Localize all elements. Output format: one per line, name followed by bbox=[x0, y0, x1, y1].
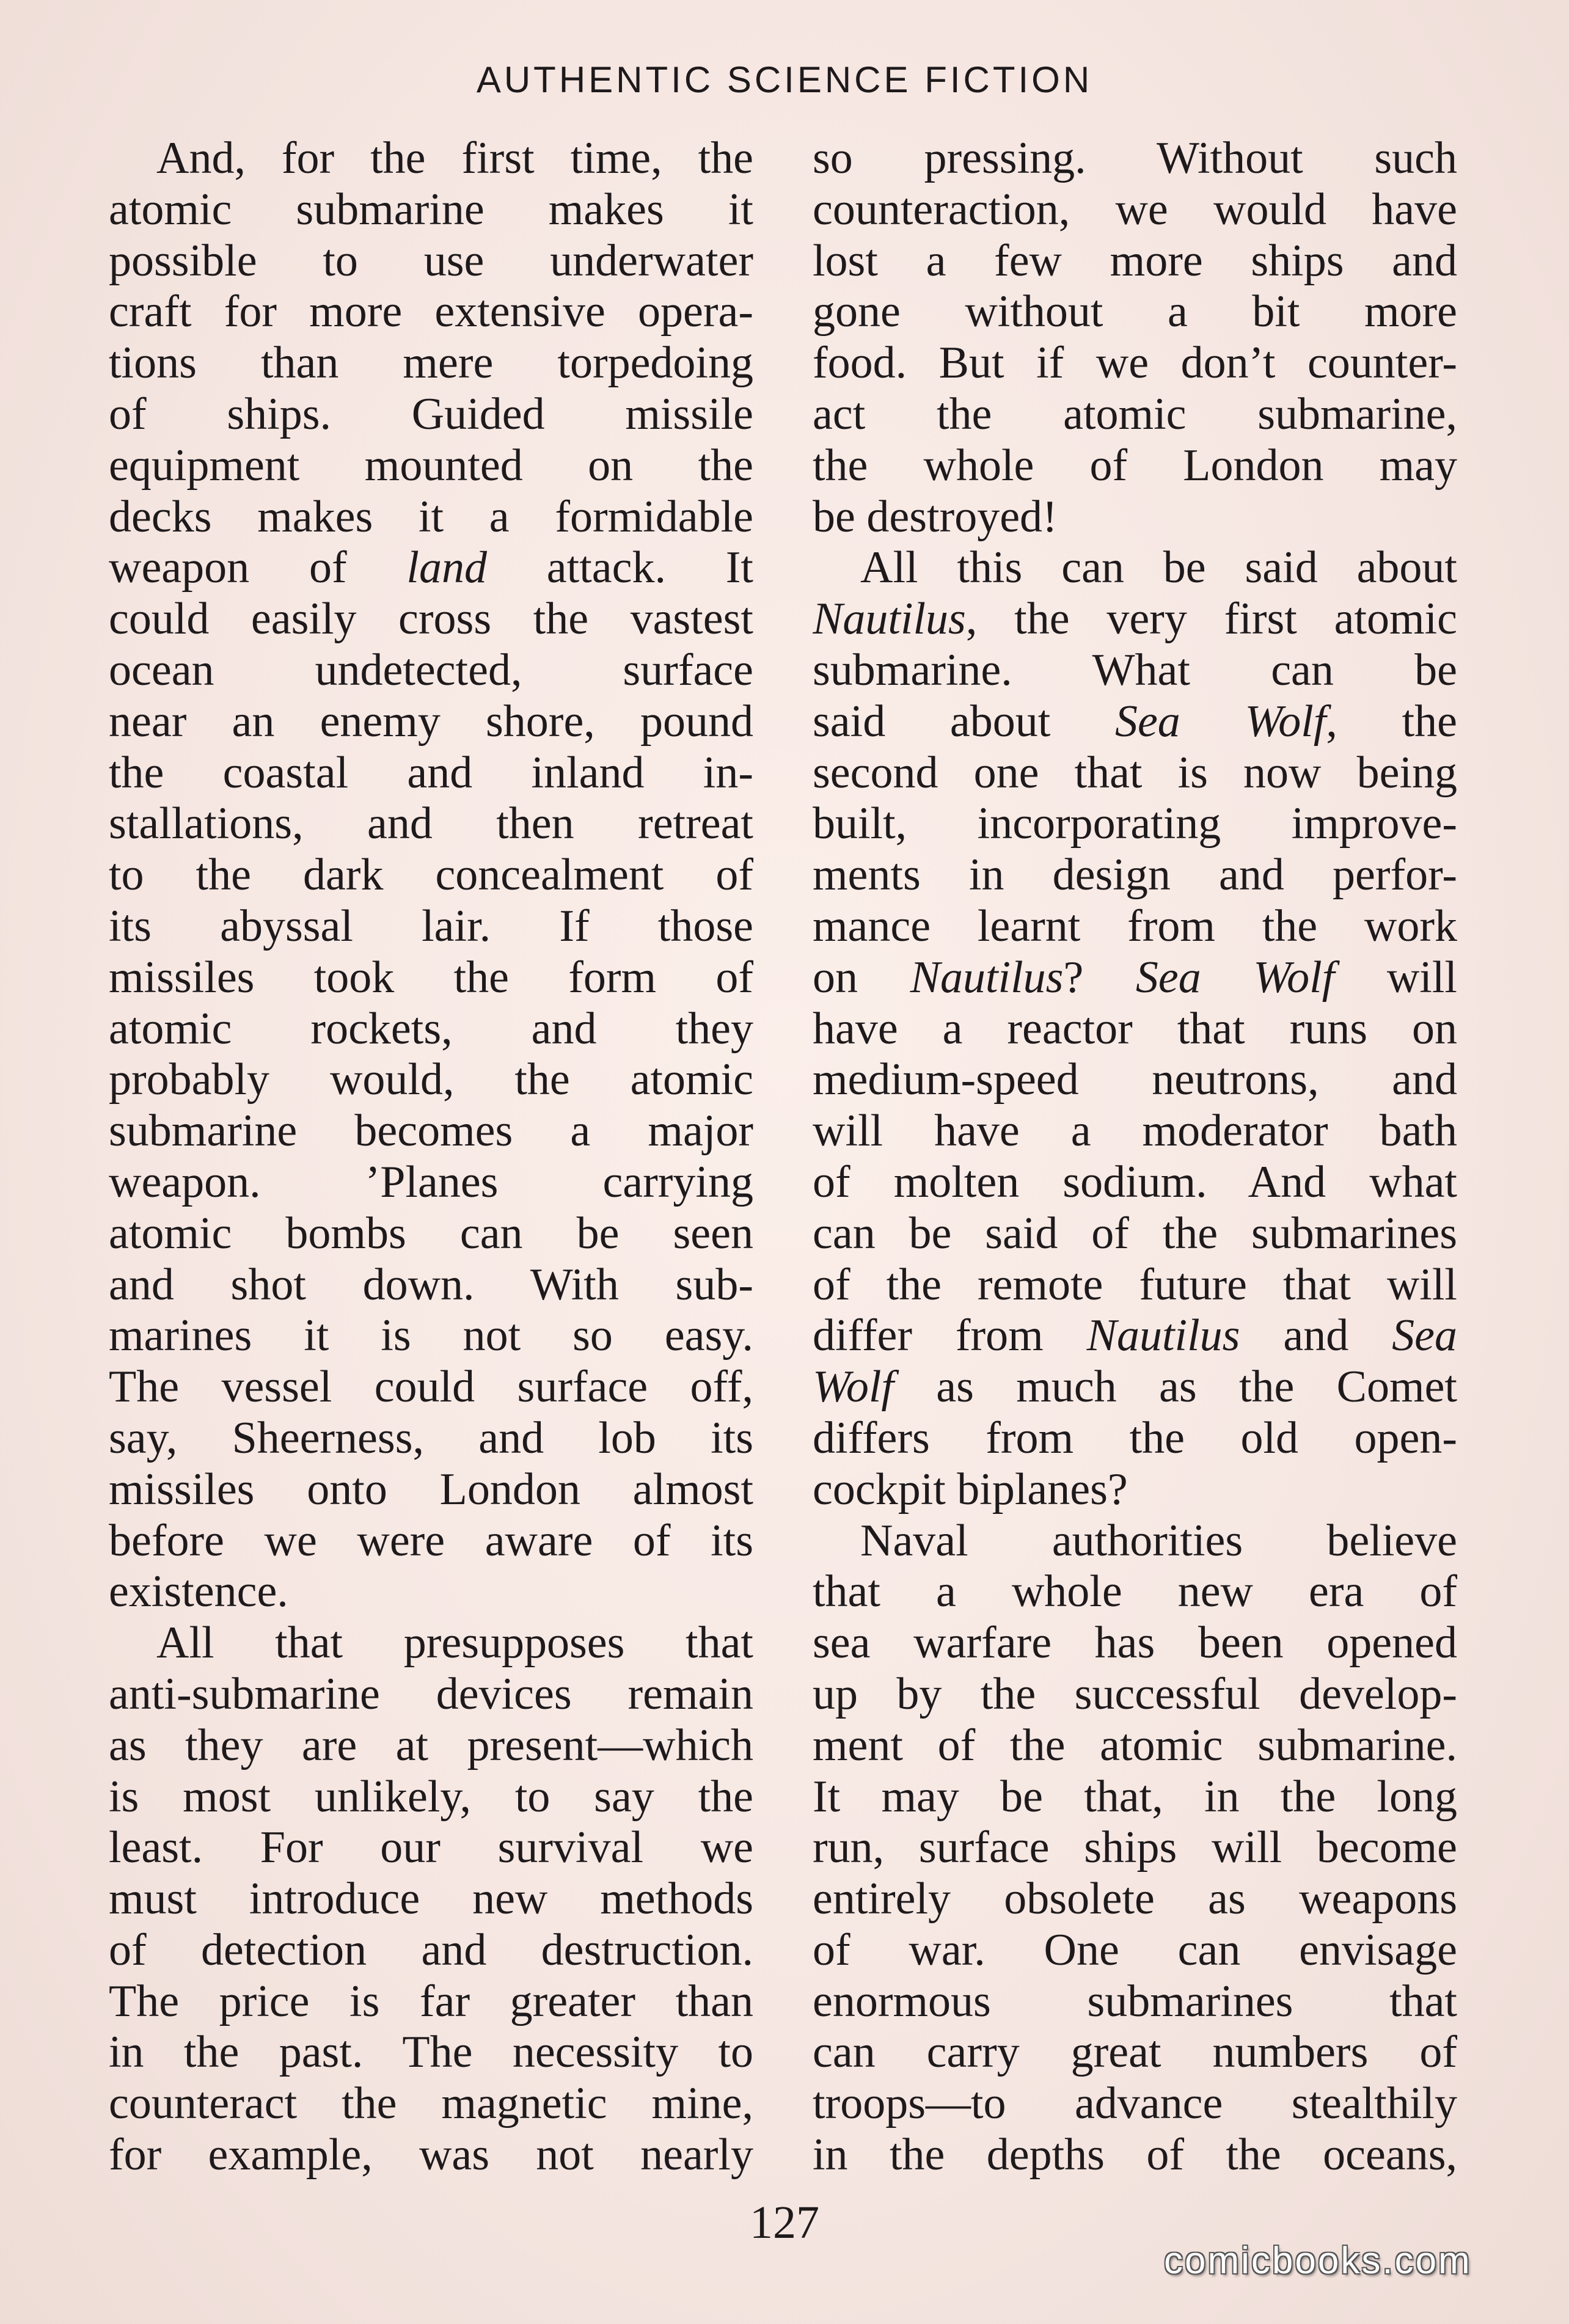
text-line: decks makes it a formidable bbox=[109, 491, 753, 542]
text-line: enormous submarines that bbox=[813, 1976, 1457, 2026]
left-text-column bbox=[109, 133, 753, 2181]
text-line: stallations, and then retreat bbox=[109, 798, 753, 849]
running-head: AUTHENTIC SCIENCE FICTION bbox=[476, 59, 1093, 100]
text-line: near an enemy shore, pound bbox=[109, 696, 753, 747]
text-line: in the depths of the oceans, bbox=[813, 2130, 1457, 2180]
text-line: weapon. ’Planes carrying bbox=[109, 1157, 753, 1207]
text-line: ments in design and perfor- bbox=[813, 850, 1457, 901]
text-line: Nautilus, the very first atomic bbox=[813, 594, 1457, 645]
text-line: The vessel could surface off, bbox=[109, 1362, 753, 1412]
text-line: is most unlikely, to say the bbox=[109, 1771, 753, 1822]
text-line: of war. One can envisage bbox=[813, 1924, 1457, 1975]
text-line: can be said of the submarines bbox=[813, 1208, 1457, 1259]
text-line: sea warfare has been opened bbox=[813, 1618, 1457, 1668]
text-line: of the remote future that will bbox=[813, 1259, 1457, 1310]
text-line: atomic rockets, and they bbox=[109, 1003, 753, 1054]
text-line: least. For our survival we bbox=[109, 1822, 753, 1873]
text-line: entirely obsolete as weapons bbox=[813, 1874, 1457, 1924]
text-line: before we were aware of its bbox=[109, 1515, 753, 1566]
text-line: lost a few more ships and bbox=[813, 235, 1457, 286]
text-line: And, for the first time, the bbox=[156, 133, 753, 183]
text-line: and shot down. With sub- bbox=[109, 1259, 753, 1310]
right-text-column bbox=[813, 133, 1457, 2181]
text-line: of ships. Guided missile bbox=[109, 389, 753, 439]
text-line: the whole of London may bbox=[813, 440, 1457, 491]
text-line: All that presupposes that bbox=[156, 1618, 753, 1668]
text-line: of molten sodium. And what bbox=[813, 1157, 1457, 1207]
text-line: built, incorporating improve- bbox=[813, 798, 1457, 849]
text-line: as they are at present—which bbox=[109, 1720, 753, 1770]
text-line: All this can be said about bbox=[860, 543, 1457, 593]
text-line: ocean undetected, surface bbox=[109, 645, 753, 695]
text-line: anti-submarine devices remain bbox=[109, 1668, 753, 1719]
page-number: 127 bbox=[750, 2197, 819, 2248]
text-line: be destroyed! bbox=[813, 491, 1058, 542]
text-line: equipment mounted on the bbox=[109, 440, 753, 491]
text-line: said about Sea Wolf, the bbox=[813, 696, 1457, 747]
text-line: of detection and destruction. bbox=[109, 1924, 753, 1975]
text-line: counteraction, we would have bbox=[813, 184, 1457, 235]
text-line: submarine becomes a major bbox=[109, 1106, 753, 1157]
text-line: could easily cross the vastest bbox=[109, 594, 753, 645]
text-line: troops—to advance stealthily bbox=[813, 2078, 1457, 2129]
text-line: possible to use underwater bbox=[109, 235, 753, 286]
text-line: The price is far greater than bbox=[109, 1976, 753, 2026]
text-line: mance learnt from the work bbox=[813, 901, 1457, 951]
text-line: existence. bbox=[109, 1566, 288, 1617]
text-line: on Nautilus? Sea Wolf will bbox=[813, 952, 1457, 1003]
text-line: run, surface ships will become bbox=[813, 1822, 1457, 1873]
text-line: It may be that, in the long bbox=[813, 1771, 1457, 1822]
text-line: craft for more extensive opera- bbox=[109, 287, 753, 337]
text-line: atomic submarine makes it bbox=[109, 184, 753, 235]
text-line: gone without a bit more bbox=[813, 287, 1457, 337]
text-line: atomic bombs can be seen bbox=[109, 1208, 753, 1259]
text-line: ment of the atomic submarine. bbox=[813, 1720, 1457, 1770]
text-line: Naval authorities believe bbox=[860, 1515, 1457, 1566]
text-line: up by the successful develop- bbox=[813, 1668, 1457, 1719]
text-line: submarine. What can be bbox=[813, 645, 1457, 695]
text-line: its abyssal lair. If those bbox=[109, 901, 753, 951]
text-line: weapon of land attack. It bbox=[109, 543, 753, 593]
text-line: will have a moderator bath bbox=[813, 1106, 1457, 1157]
text-line: to the dark concealment of bbox=[109, 850, 753, 901]
text-line: medium-speed neutrons, and bbox=[813, 1054, 1457, 1105]
text-line: food. But if we don’t counter- bbox=[813, 338, 1457, 389]
text-line: so pressing. Without such bbox=[813, 133, 1457, 183]
text-line: differs from the old open- bbox=[813, 1412, 1457, 1463]
text-line: tions than mere torpedoing bbox=[109, 338, 753, 389]
text-line: Wolf as much as the Comet bbox=[813, 1362, 1457, 1412]
text-line: marines it is not so easy. bbox=[109, 1310, 753, 1361]
text-line: for example, was not nearly bbox=[109, 2130, 753, 2180]
text-line: act the atomic submarine, bbox=[813, 389, 1457, 439]
text-line: differ from Nautilus and Sea bbox=[813, 1310, 1457, 1361]
text-line: counteract the magnetic mine, bbox=[109, 2078, 753, 2129]
text-line: missiles took the form of bbox=[109, 952, 753, 1003]
text-line: missiles onto London almost bbox=[109, 1464, 753, 1515]
text-line: probably would, the atomic bbox=[109, 1054, 753, 1105]
text-line: that a whole new era of bbox=[813, 1566, 1457, 1617]
text-line: say, Sheerness, and lob its bbox=[109, 1412, 753, 1463]
text-line: have a reactor that runs on bbox=[813, 1003, 1457, 1054]
text-line: in the past. The necessity to bbox=[109, 2027, 753, 2078]
text-line: cockpit biplanes? bbox=[813, 1464, 1128, 1515]
text-line: second one that is now being bbox=[813, 747, 1457, 798]
site-watermark: comicbooks.com bbox=[1164, 2240, 1472, 2282]
text-line: the coastal and inland in- bbox=[109, 747, 753, 798]
text-line: can carry great numbers of bbox=[813, 2027, 1457, 2078]
text-line: must introduce new methods bbox=[109, 1874, 753, 1924]
